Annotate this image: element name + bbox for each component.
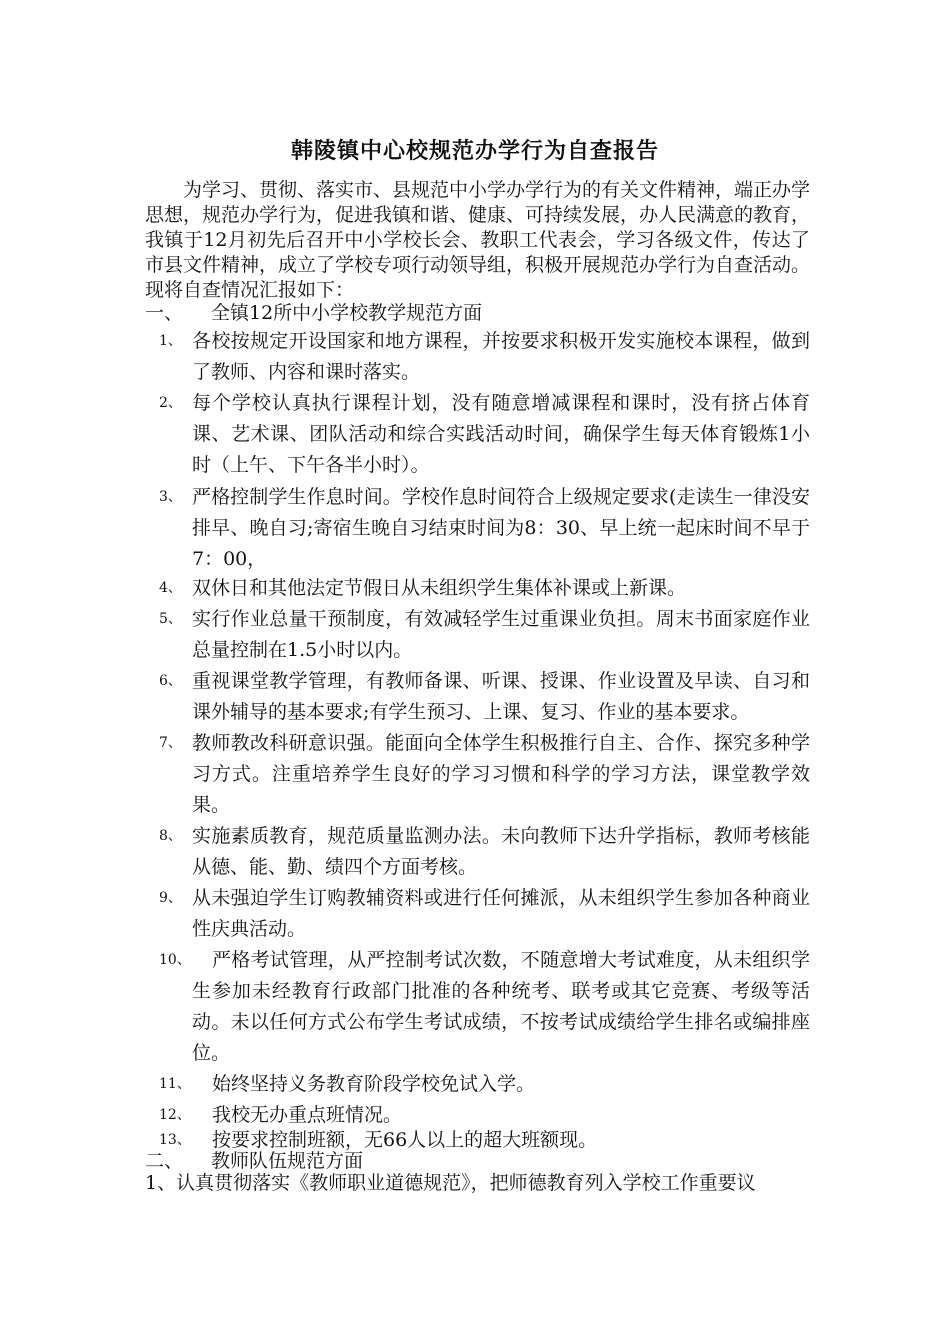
section-title: 全镇12所中小学校教学规范方面 xyxy=(211,302,483,324)
section-number: 二、 xyxy=(145,1150,184,1172)
item-text: 按要求控制班额，无66人以上的超大班额现。 xyxy=(212,1129,598,1151)
item-text: 重视课堂教学管理，有教师备课、听课、授课、作业设置及早读、自习和课外辅导的基本要求;有学生预习、上课、复习、作业的基本要求。 xyxy=(192,670,810,723)
item-number: 8、 xyxy=(159,828,182,844)
item-text: 实施素质教育，规范质量监测办法。未向教师下达升学指标，教师考核能从德、能、勤、绩四个方面考核。 xyxy=(192,825,810,878)
list-item xyxy=(145,666,810,728)
item-text: 各校按规定开设国家和地方课程，并按要求积极开发实施校本课程，做到了教师、内容和课时落实。 xyxy=(192,330,810,383)
item-number: 2、 xyxy=(159,395,182,411)
item-text: 严格控制学生作息时间。学校作息时间符合上级规定要求(走读生一律没安排早、晚自习;寄宿生晚自习结束时间为8：30、早上统一起床时间不早于7：00， xyxy=(192,486,810,570)
item-number: 12、 xyxy=(159,1107,191,1123)
item-number: 4、 xyxy=(159,580,182,596)
section-heading-2 xyxy=(145,1150,810,1172)
item-number: 7、 xyxy=(159,735,182,751)
item-number: 3、 xyxy=(159,489,182,505)
list-item xyxy=(145,821,810,883)
item-number: 11、 xyxy=(159,1076,191,1092)
list-item xyxy=(145,945,810,1069)
item-text: 严格考试管理，从严控制考试次数，不随意增大考试难度，从未组织学生参加未经教育行政部门批准的各种统考、联考或其它竞赛、考级等活动。未以任何方式公布学生考试成绩，不按考试成绩给学生排名或编排座位。 xyxy=(192,949,810,1064)
intro-paragraph: 为学习、贯彻、落实市、县规范中小学办学行为的有关文件精神，端正办学思想，规范办学行为，促进我镇和谐、健康、可持续发展，办人民满意的教育，我镇于12月初先后召开中小学校长会、教职工代表会，学习各级文件，传达了市县文件精神，成立了学校专项行动领导组，积极开展规范办学行为自查活动。现将自查情况汇报如下： xyxy=(145,179,811,301)
item-number: 1、 xyxy=(159,333,182,349)
list-item xyxy=(145,573,810,604)
item-text: 双休日和其他法定节假日从未组织学生集体补课或上新课。 xyxy=(192,577,687,599)
item-number: 13、 xyxy=(159,1132,191,1148)
list-item xyxy=(145,482,810,575)
item-text: 实行作业总量干预制度，有效减轻学生过重课业负担。周末书面家庭作业总量控制在1.5小时以内。 xyxy=(192,608,810,661)
item-number: 5、 xyxy=(159,611,182,627)
list-item xyxy=(145,1069,810,1100)
item-text: 从未强迫学生订购教辅资料或进行任何摊派，从未组织学生参加各种商业性庆典活动。 xyxy=(192,887,810,940)
list-item xyxy=(145,883,810,945)
section-title: 教师队伍规范方面 xyxy=(211,1150,364,1172)
list-item xyxy=(145,326,810,388)
item-number: 6、 xyxy=(159,673,182,689)
section-heading-1 xyxy=(145,302,810,324)
document-title: 韩陵镇中心校规范办学行为自查报告 xyxy=(290,138,659,164)
section-number: 一、 xyxy=(145,302,184,324)
list-item xyxy=(145,728,810,821)
item-text: 教师教改科研意识强。能面向全体学生积极推行自主、合作、探究多种学习方式。注重培养学生良好的学习习惯和科学的学习方法，课堂教学效果。 xyxy=(192,732,810,816)
item-text: 每个学校认真执行课程计划，没有随意增减课程和课时，没有挤占体育课、艺术课、团队活动和综合实践活动时间，确保学生每天体育锻炼1小时（上午、下午各半小时）。 xyxy=(192,392,810,476)
paragraph-text: 1、认真贯彻落实《教师职业道德规范》，把师德教育列入学校工作重要议 xyxy=(145,1172,756,1194)
list-item xyxy=(145,604,810,666)
item-number: 10、 xyxy=(159,952,191,968)
item-number: 9、 xyxy=(159,890,182,906)
list-item xyxy=(145,388,810,481)
item-text: 始终坚持义务教育阶段学校免试入学。 xyxy=(212,1073,536,1095)
item-text: 我校无办重点班情况。 xyxy=(212,1104,403,1126)
